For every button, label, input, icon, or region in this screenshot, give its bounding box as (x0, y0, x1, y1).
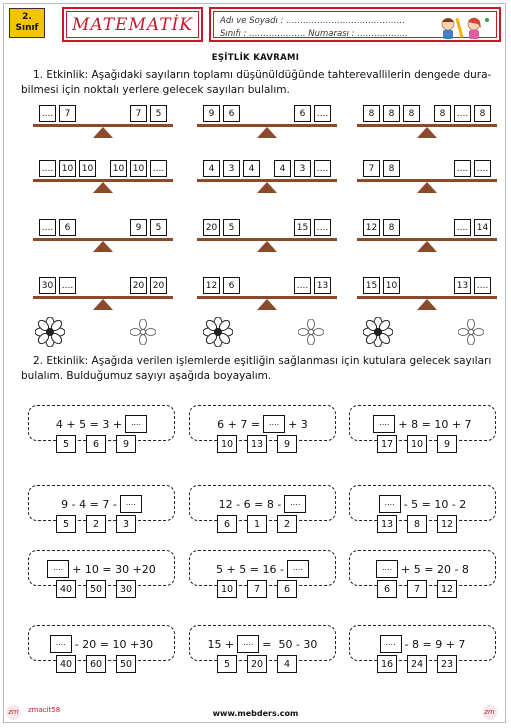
grade-number: 2. (22, 12, 32, 22)
number-box: 5 (150, 105, 167, 122)
answer-blank-box[interactable]: .... (125, 415, 147, 433)
answer-option-box[interactable]: 23 (437, 655, 457, 673)
answer-blank-box[interactable]: .... (39, 219, 56, 236)
seesaw-pivot (257, 182, 277, 193)
seesaw-pivot (93, 299, 113, 310)
answer-option-box[interactable]: 13 (377, 515, 397, 533)
flower-dark-icon (203, 317, 233, 347)
equation-part: 5 + 5 = 16 - (216, 562, 284, 576)
answer-option-box[interactable]: 5 (217, 655, 237, 673)
equation-text (350, 560, 495, 578)
number-box: 6 (223, 277, 240, 294)
answer-option-box[interactable]: 40 (56, 655, 76, 673)
number-box: 8 (383, 105, 400, 122)
equation-text (190, 560, 335, 578)
answer-blank-box[interactable]: .... (454, 105, 471, 122)
number-box: 10 (130, 160, 147, 177)
equation-part: - 8 = 9 + 7 (404, 637, 466, 651)
answer-option-box[interactable]: 40 (56, 580, 76, 598)
number-box: 8 (403, 105, 420, 122)
answer-blank-box[interactable]: .... (314, 105, 331, 122)
answer-option-box[interactable]: 9 (437, 435, 457, 453)
equation-text (29, 415, 174, 433)
answer-option-box[interactable]: 7 (407, 580, 427, 598)
number-box: 12 (363, 219, 380, 236)
number-box: 6 (294, 105, 311, 122)
corner-logo-left: zm (6, 705, 21, 720)
subject-title-box (62, 7, 203, 42)
activity2-instruction: 2. Etkinlik: Aşağıda verilen işlemlerde eşitliğin sağlanması için kutulara gelecek sayıları bulalım. Bulduğumuz sayıyı aşağıda boyayalım. (21, 355, 492, 382)
equation-part: 9 - 4 = 7 - (61, 497, 117, 511)
number-box: 4 (243, 160, 260, 177)
seesaw-pivot (257, 299, 277, 310)
number-box: 15 (363, 277, 380, 294)
answer-option-box[interactable]: 50 (86, 580, 106, 598)
answer-option-box[interactable]: 50 (116, 655, 136, 673)
seesaw-pivot (93, 241, 113, 252)
equation-part: 15 + (207, 637, 235, 651)
answer-option-box[interactable]: 9 (116, 435, 136, 453)
number-box: 3 (223, 160, 240, 177)
student-info-box (209, 7, 501, 42)
equation-part: - 5 = 10 - 2 (403, 497, 467, 511)
answer-option-box[interactable]: 2 (277, 515, 297, 533)
answer-blank-box[interactable]: .... (380, 635, 402, 653)
author-tag: zmacit58 (28, 706, 61, 714)
section-title: EŞİTLİK KAVRAMI (211, 53, 300, 63)
equation-part: 12 - 6 = 8 - (218, 497, 282, 511)
answer-blank-box[interactable]: .... (314, 160, 331, 177)
number-box: 14 (474, 219, 491, 236)
answer-option-box[interactable]: 10 (217, 580, 237, 598)
children-illustration-icon (434, 14, 492, 42)
equation-part: + 10 = 30 +20 (72, 562, 156, 576)
answer-option-box[interactable]: 8 (407, 515, 427, 533)
answer-blank-box[interactable]: .... (376, 560, 398, 578)
flower-dark-icon (35, 317, 65, 347)
seesaw (33, 104, 173, 138)
class-line: Sınıfı : ……………….. Numarası : ……………... (220, 29, 408, 39)
grade-word: Sınıf (15, 23, 39, 33)
number-box: 4 (203, 160, 220, 177)
flower-light-icon (458, 319, 484, 345)
equation-part: - 20 = 10 +30 (74, 637, 154, 651)
equation-part: = 50 - 30 (262, 637, 318, 651)
answer-blank-box[interactable]: .... (373, 415, 395, 433)
number-box: 20 (203, 219, 220, 236)
number-box: 6 (59, 219, 76, 236)
answer-blank-box[interactable]: .... (284, 495, 306, 513)
equation-text (350, 495, 495, 513)
flower-light-icon (130, 319, 156, 345)
number-box: 20 (150, 277, 167, 294)
answer-option-box[interactable]: 10 (407, 435, 427, 453)
answer-option-box[interactable]: 3 (116, 515, 136, 533)
equation-text (350, 635, 495, 653)
seesaw (197, 276, 337, 310)
answer-option-box[interactable]: 4 (277, 655, 297, 673)
answer-option-box[interactable]: 6 (377, 580, 397, 598)
number-box: 7 (130, 105, 147, 122)
number-box: 13 (454, 277, 471, 294)
seesaw (197, 159, 337, 193)
seesaw (357, 218, 497, 252)
equation-part: 6 + 7 = (217, 417, 261, 431)
number-box: 9 (130, 219, 147, 236)
number-box: 4 (274, 160, 291, 177)
answer-blank-box[interactable]: .... (50, 635, 72, 653)
number-box: 8 (474, 105, 491, 122)
answer-blank-box[interactable]: .... (287, 560, 309, 578)
seesaw (33, 218, 173, 252)
activity1-instruction: 1. Etkinlik: Aşağıdaki sayıların toplamı düşünüldüğünde tahterevallilerin dengede dura- bilmesi için noktalı yerlere gelecek sayıları bulalım. (21, 69, 492, 96)
answer-option-box[interactable]: 60 (86, 655, 106, 673)
seesaw-pivot (257, 241, 277, 252)
number-box: 7 (59, 105, 76, 122)
answer-blank-box[interactable]: .... (454, 219, 471, 236)
answer-option-box[interactable]: 6 (86, 435, 106, 453)
number-box: 8 (363, 105, 380, 122)
number-box: 8 (434, 105, 451, 122)
seesaw (357, 159, 497, 193)
seesaw-pivot (93, 182, 113, 193)
answer-option-box[interactable]: 2 (86, 515, 106, 533)
flower-dark-icon (363, 317, 393, 347)
corner-logo-right: zm (482, 705, 497, 720)
equation-text (29, 635, 174, 653)
number-box: 3 (294, 160, 311, 177)
site-url: www.mebders.com (212, 709, 299, 718)
seesaw (197, 218, 337, 252)
grade-badge (9, 8, 45, 38)
answer-blank-box[interactable]: .... (263, 415, 285, 433)
equation-part: + 3 (288, 417, 308, 431)
equation-part: 4 + 5 = 3 + (55, 417, 123, 431)
answer-option-box[interactable]: 10 (217, 435, 237, 453)
answer-blank-box[interactable]: .... (379, 495, 401, 513)
answer-blank-box[interactable]: .... (454, 160, 471, 177)
number-box: 10 (79, 160, 96, 177)
seesaw (357, 276, 497, 310)
answer-option-box[interactable]: 20 (247, 655, 267, 673)
number-box: 15 (294, 219, 311, 236)
answer-blank-box[interactable]: .... (120, 495, 142, 513)
answer-option-box[interactable]: 7 (247, 580, 267, 598)
number-box: 5 (223, 219, 240, 236)
equation-text (190, 635, 335, 653)
number-box: 10 (59, 160, 76, 177)
number-box: 9 (203, 105, 220, 122)
seesaw-pivot (417, 241, 437, 252)
number-box: 7 (363, 160, 380, 177)
number-box: 5 (150, 219, 167, 236)
seesaw (197, 104, 337, 138)
number-box: 10 (110, 160, 127, 177)
number-box: 10 (383, 277, 400, 294)
flower-light-icon (298, 319, 324, 345)
answer-blank-box[interactable]: .... (314, 219, 331, 236)
answer-option-box[interactable]: 9 (277, 435, 297, 453)
answer-blank-box[interactable]: .... (59, 277, 76, 294)
seesaw-pivot (417, 127, 437, 138)
answer-blank-box[interactable]: .... (150, 160, 167, 177)
answer-blank-box[interactable]: .... (39, 105, 56, 122)
number-box: 8 (383, 219, 400, 236)
number-box: 6 (223, 105, 240, 122)
answer-blank-box[interactable]: .... (294, 277, 311, 294)
answer-option-box[interactable]: 24 (407, 655, 427, 673)
number-box: 20 (130, 277, 147, 294)
equation-text (190, 415, 335, 433)
answer-option-box[interactable]: 6 (277, 580, 297, 598)
seesaw-pivot (417, 182, 437, 193)
equation-text (350, 415, 495, 433)
answer-option-box[interactable]: 16 (377, 655, 397, 673)
answer-option-box[interactable]: 17 (377, 435, 397, 453)
seesaw-pivot (257, 127, 277, 138)
seesaw (357, 104, 497, 138)
number-box: 12 (203, 277, 220, 294)
subject-title: MATEMATİK (66, 11, 199, 38)
answer-option-box[interactable]: 5 (56, 435, 76, 453)
equation-text (29, 495, 174, 513)
answer-option-box[interactable]: 12 (437, 580, 457, 598)
answer-blank-box[interactable]: .... (237, 635, 259, 653)
answer-option-box[interactable]: 1 (247, 515, 267, 533)
seesaw-pivot (93, 127, 113, 138)
seesaw (33, 159, 173, 193)
answer-blank-box[interactable]: .... (474, 277, 491, 294)
number-box: 13 (314, 277, 331, 294)
seesaw-pivot (417, 299, 437, 310)
number-box: 8 (383, 160, 400, 177)
answer-blank-box[interactable]: .... (474, 160, 491, 177)
equation-part: + 5 = 20 - 8 (401, 562, 469, 576)
answer-blank-box[interactable]: .... (47, 560, 69, 578)
equation-text (190, 495, 335, 513)
number-box: 30 (39, 277, 56, 294)
answer-option-box[interactable]: 13 (247, 435, 267, 453)
answer-option-box[interactable]: 6 (217, 515, 237, 533)
answer-blank-box[interactable]: .... (39, 160, 56, 177)
answer-option-box[interactable]: 5 (56, 515, 76, 533)
answer-option-box[interactable]: 30 (116, 580, 136, 598)
equation-part: + 8 = 10 + 7 (398, 417, 472, 431)
name-line: Adı ve Soyadı : …………………………………… (220, 16, 406, 26)
equation-text (29, 560, 174, 578)
answer-option-box[interactable]: 12 (437, 515, 457, 533)
seesaw (33, 276, 173, 310)
